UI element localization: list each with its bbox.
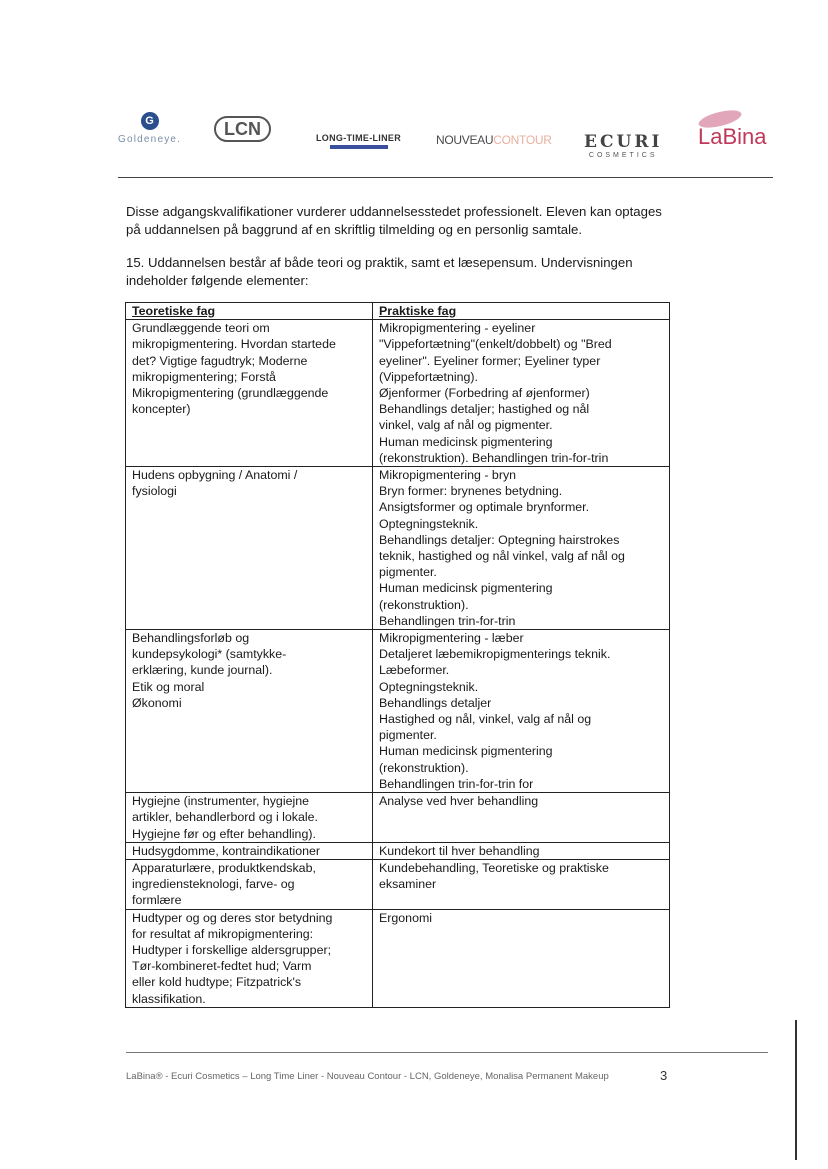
table-row	[126, 793, 670, 843]
cell-text-line: (Vippefortætning).	[379, 369, 478, 384]
labina-logo	[698, 108, 767, 150]
theoretical-subject-cell	[126, 630, 373, 793]
cell-text-line: pigmenter.	[379, 728, 437, 743]
theoretical-subject-cell	[126, 842, 373, 859]
labina-logo-text: LaBina	[698, 124, 767, 149]
cell-text-line: Ansigtsformer og optimale brynformer.	[379, 500, 590, 515]
cell-text-line: Behandlings detaljer; hastighed og nål	[379, 402, 590, 417]
table-row	[126, 909, 670, 1007]
scan-edge-line	[795, 1020, 797, 1160]
table-row	[126, 859, 670, 909]
cell-text-line: pigmenter.	[379, 565, 437, 580]
practical-subject-cell	[373, 859, 670, 909]
page-number: 3	[660, 1068, 668, 1083]
practical-subject-cell	[373, 467, 670, 630]
goldeneye-logo	[118, 112, 181, 145]
cell-text-line: Behandlingsforløb og	[132, 631, 250, 646]
table-row	[126, 320, 670, 467]
cell-text-line: Øjenformer (Forbedring af øjenformer)	[379, 386, 590, 401]
cell-text-line: Mikropigmentering - læber	[379, 631, 524, 646]
cell-text-line: Hudsygdomme, kontraindikationer	[132, 843, 321, 858]
partner-logos	[118, 108, 778, 168]
practical-subject-cell	[373, 793, 670, 843]
cell-text-line: Hygiejne før og efter behandling).	[132, 826, 316, 841]
cell-text-line: Hastighed og nål, vinkel, valg af nål og	[379, 712, 592, 727]
cell-text-line: vinkel, valg af nål og pigmenter.	[379, 418, 553, 433]
contour-logo-text: CONTOUR	[493, 133, 552, 147]
cell-text-line: det? Vigtige fagudtryk; Moderne	[132, 353, 308, 368]
goldeneye-logo-text: Goldeneye.	[118, 134, 182, 145]
table-row	[126, 842, 670, 859]
cell-text-line: koncepter)	[132, 402, 191, 417]
long-time-liner-bar	[330, 145, 388, 149]
header-practical-subjects: Praktiske fag	[373, 303, 670, 320]
cell-text-line: mikropigmentering. Hvordan startede	[132, 337, 336, 352]
ecuri-logo-text: ECURI	[584, 132, 663, 152]
cell-text-line: Økonomi	[132, 695, 182, 710]
practical-subject-cell	[373, 320, 670, 467]
cell-text-line: Behandlingen trin-for-trin	[379, 613, 516, 628]
cell-text-line: Human medicinsk pigmentering	[379, 434, 553, 449]
lcn-logo-text: LCN	[214, 116, 271, 142]
cell-text-line: Mikropigmentering - eyeliner	[379, 321, 536, 336]
cell-text-line: eksaminer	[379, 877, 437, 892]
theoretical-subject-cell	[126, 859, 373, 909]
cell-text-line: (rekonstruktion).	[379, 760, 469, 775]
cell-text-line: Kundekort til hver behandling	[379, 843, 540, 858]
nouveau-logo-text: NOUVEAU	[436, 133, 494, 147]
cell-text-line: erklæring, kunde journal).	[132, 663, 273, 678]
cell-text-line: (rekonstruktion).	[379, 597, 469, 612]
cell-text-line: Analyse ved hver behandling	[379, 794, 539, 809]
cell-text-line: Behandlings detaljer: Optegning hairstrokes	[379, 532, 620, 547]
cell-text-line: Tør-kombineret-fedtet hud; Varm	[132, 959, 312, 974]
cell-text-line: teknik, hastighed og nål vinkel, valg af nål og	[379, 549, 625, 564]
cell-text-line: Hudens opbygning / Anatomi /	[132, 468, 298, 483]
theoretical-subject-cell	[126, 793, 373, 843]
cell-text-line: Ergonomi	[379, 910, 433, 925]
cell-text-line: Etik og moral	[132, 679, 205, 694]
cell-text-line: Apparaturlære, produktkendskab,	[132, 860, 316, 875]
cell-text-line: fysiologi	[132, 484, 177, 499]
table-row	[126, 630, 670, 793]
cell-text-line: Behandlings detaljer	[379, 695, 492, 710]
curriculum-table	[125, 302, 670, 1008]
theoretical-subject-cell	[126, 909, 373, 1007]
cell-text-line: Mikropigmentering - bryn	[379, 468, 517, 483]
cell-text-line: "Vippefortætning"(enkelt/dobbelt) og "Bred	[379, 337, 612, 352]
cell-text-line: Detaljeret læbemikropigmenterings teknik.	[379, 647, 611, 662]
theoretical-subject-cell	[126, 320, 373, 467]
cell-text-line: eyeliner". Eyeliner former; Eyeliner typer	[379, 353, 601, 368]
cell-text-line: artikler, behandlerbord og i lokale.	[132, 810, 318, 825]
practical-subject-cell	[373, 909, 670, 1007]
nouveau-contour-logo	[436, 133, 552, 147]
practical-subject-cell	[373, 842, 670, 859]
cell-text-line: for resultat af mikropigmentering:	[132, 926, 314, 941]
lcn-logo	[214, 116, 271, 142]
header-theoretical-subjects: Teoretiske fag	[126, 303, 373, 320]
cell-text-line: formlære	[132, 893, 182, 908]
cell-text-line: Læbeformer.	[379, 663, 450, 678]
cell-text-line: Bryn former: brynenes betydning.	[379, 484, 563, 499]
cell-text-line: Optegningsteknik.	[379, 516, 479, 531]
cell-text-line: (rekonstruktion). Behandlingen trin-for-trin	[379, 450, 609, 465]
cell-text-line: ingredienstеknologi, farve- og	[132, 877, 295, 892]
cell-text-line: Kundebehandling, Teoretiske og praktiske	[379, 860, 609, 875]
cell-text-line: Grundlæggende teori om	[132, 321, 270, 336]
theoretical-subject-cell	[126, 467, 373, 630]
cell-text-line: Hudtyper i forskellige aldersgrupper;	[132, 942, 332, 957]
footer-text: LaBina® - Ecuri Cosmetics – Long Time Liner - Nouveau Contour - LCN, Goldeneye, Monalisa Permanent Makeup	[126, 1071, 609, 1082]
cell-text-line: Human medicinsk pigmentering	[379, 581, 553, 596]
practical-subject-cell	[373, 630, 670, 793]
cell-text-line: klassifikation.	[132, 991, 206, 1006]
table-header-row	[126, 303, 670, 320]
cell-text-line: Hudtyper og og deres stor betydning	[132, 910, 333, 925]
cell-text-line: Behandlingen trin-for-trin for	[379, 776, 534, 791]
cell-text-line: Mikropigmentering (grundlæggende	[132, 386, 329, 401]
cell-text-line: mikropigmentering; Forstå	[132, 369, 276, 384]
cell-text-line: kundepsykologi* (samtykke-	[132, 647, 287, 662]
long-time-liner-logo-text: LONG-TIME-LINER	[316, 133, 401, 143]
header-divider	[118, 177, 773, 178]
goldeneye-mark-icon: G	[141, 112, 159, 130]
ecuri-logo-subtext: COSMETICS	[588, 152, 658, 159]
ecuri-logo	[584, 132, 662, 159]
cell-text-line: Hygiejne (instrumenter, hygiejne	[132, 794, 310, 809]
admission-paragraph: Disse adgangskvalifikationer vurderer uddannelsesstedet professionelt. Eleven kan optages på uddannelsen på baggrund af en skriftlig tilmelding og en personlig samtale.	[126, 204, 662, 237]
footer-divider	[126, 1052, 768, 1053]
table-row	[126, 467, 670, 630]
cell-text-line: Optegningsteknik.	[379, 679, 479, 694]
cell-text-line: Human medicinsk pigmentering	[379, 744, 553, 759]
cell-text-line: eller kold hudtype; Fitzpatrick's	[132, 975, 302, 990]
long-time-liner-logo	[316, 133, 401, 149]
education-content-paragraph: 15. Uddannelsen består af både teori og praktik, samt et læsepensum. Undervisningen indeholder følgende elementer:	[126, 255, 633, 288]
